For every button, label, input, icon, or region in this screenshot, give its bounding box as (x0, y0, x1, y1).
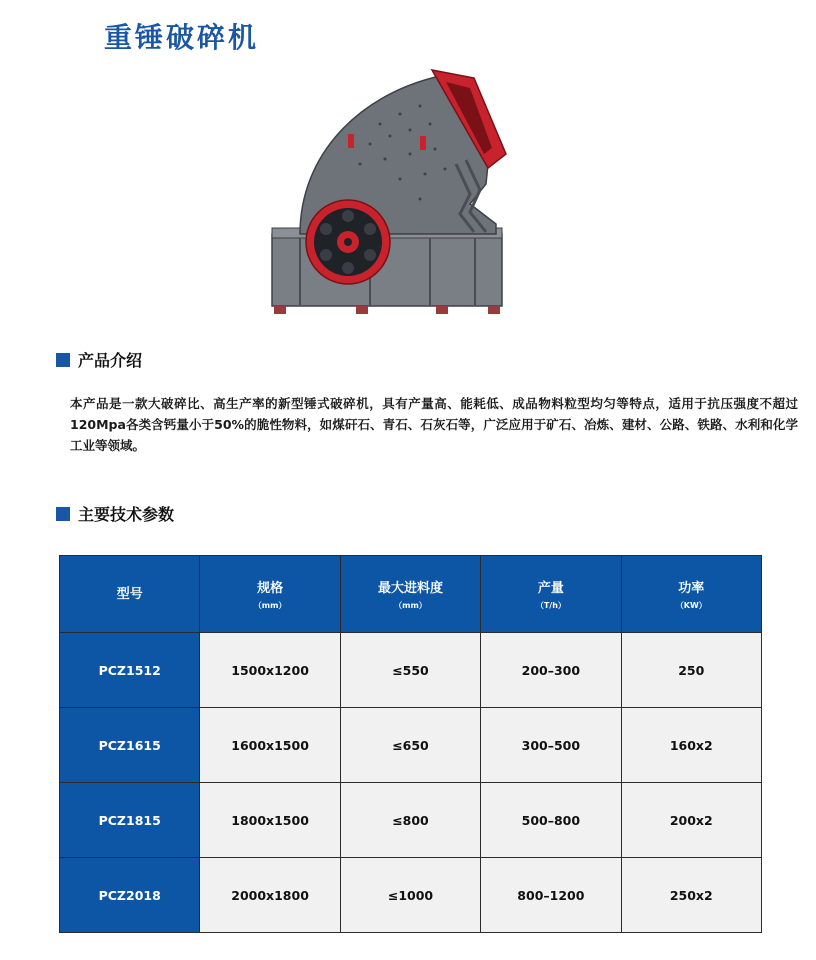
column-header-capacity: 产量 （T/h） (481, 556, 621, 633)
table-header-row (60, 556, 762, 633)
hammer-crusher-image (260, 64, 530, 324)
table-row (60, 783, 762, 858)
cell-size: 1800x1500 (200, 783, 340, 858)
cell-max-feed: ≤650 (340, 708, 480, 783)
intro-paragraph: 本产品是一款大破碎比、高生产率的新型锤式破碎机，具有产量高、能耗低、成品物料粒型均匀等特点，适用于抗压强度不超过120Mpa各类含钙量小于50%的脆性物料，如煤矸石、青石、石灰石等，广泛应用于矿石、冶炼、建材、公路、铁路、水利和化学工业等领域。 (70, 396, 798, 453)
column-header-max-feed: 最大进料度 （mm） (340, 556, 480, 633)
section-marker-icon (56, 507, 70, 521)
page-title: 重锤破碎机 (104, 21, 260, 54)
column-header-power: 功率 （KW） (621, 556, 761, 633)
cell-model: PCZ1512 (60, 633, 200, 708)
specs-heading-label: 主要技术参数 (78, 505, 175, 524)
cell-capacity: 200–300 (481, 633, 621, 708)
table-row (60, 633, 762, 708)
cell-power: 160x2 (621, 708, 761, 783)
cell-max-feed: ≤800 (340, 783, 480, 858)
intro-heading (56, 348, 142, 371)
specs-heading (56, 502, 174, 525)
column-header-size: 规格 （mm） (200, 556, 340, 633)
table-row (60, 708, 762, 783)
cell-size: 1600x1500 (200, 708, 340, 783)
section-marker-icon (56, 353, 70, 367)
cell-size: 1500x1200 (200, 633, 340, 708)
cell-capacity: 500–800 (481, 783, 621, 858)
cell-power: 250 (621, 633, 761, 708)
cell-model: PCZ1815 (60, 783, 200, 858)
intro-heading-label: 产品介绍 (78, 351, 143, 370)
cell-power: 250x2 (621, 858, 761, 933)
cell-model: PCZ2018 (60, 858, 200, 933)
cell-capacity: 300–500 (481, 708, 621, 783)
table-row (60, 858, 762, 933)
cell-capacity: 800–1200 (481, 858, 621, 933)
cell-power: 200x2 (621, 783, 761, 858)
cell-model: PCZ1615 (60, 708, 200, 783)
cell-size: 2000x1800 (200, 858, 340, 933)
column-header-model: 型号 (60, 556, 200, 633)
cell-max-feed: ≤1000 (340, 858, 480, 933)
specs-table (59, 555, 762, 933)
cell-max-feed: ≤550 (340, 633, 480, 708)
